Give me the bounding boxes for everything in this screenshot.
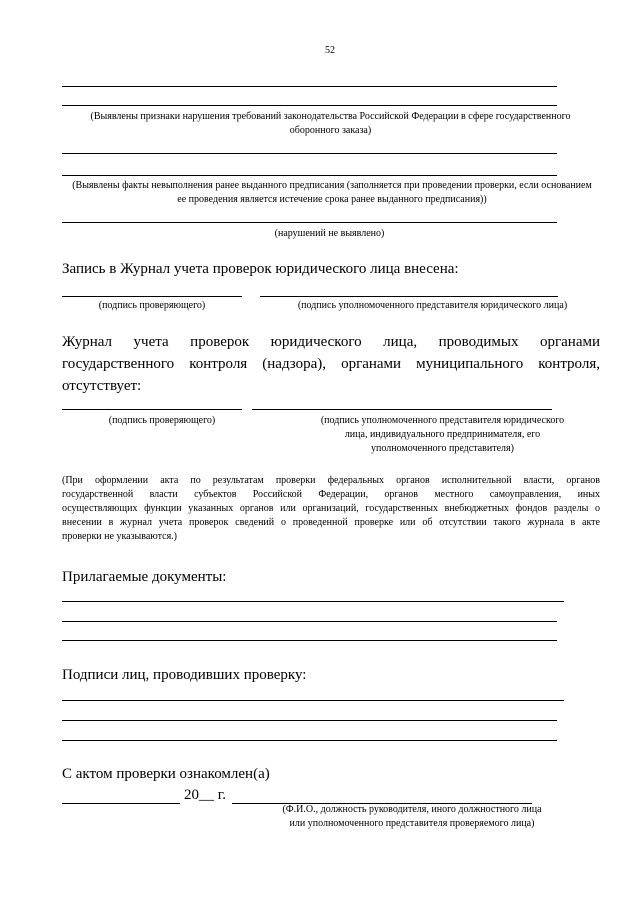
blank-line — [62, 740, 557, 741]
note-line: проверки не указываются.) — [62, 531, 177, 542]
journal-absent-line-3: отсутствует: — [62, 378, 142, 394]
signature-line — [252, 409, 552, 410]
note-paragraph — [62, 474, 600, 544]
blank-line — [62, 700, 564, 701]
blank-line — [62, 175, 557, 176]
blank-line — [62, 153, 557, 154]
page-number: 52 — [325, 45, 335, 56]
inspector-signature-caption-2: (подпись проверяющего) — [108, 415, 216, 426]
inspectors-signatures-heading: Подписи лиц, проводивших проверку: — [62, 667, 307, 683]
blank-line — [62, 105, 557, 106]
prescription-failure-caption: (Выявлены факты невыполнения ранее выданного предписания (заполняется при проведении проверки, если основанием ее проведения является истечение срока ранее выданного предписания)) — [72, 180, 592, 205]
date-year-text: 20__ г. — [184, 787, 226, 803]
journal-entry-heading: Запись в Журнал учета проверок юридического лица внесена: — [62, 261, 459, 277]
signature-line — [62, 296, 242, 297]
rep-signature-caption-2 — [285, 414, 600, 456]
signature-line — [260, 296, 558, 297]
no-violations-caption: (нарушений не выявлено) — [274, 228, 385, 239]
rep-caption-line: уполномоченного представителя) — [371, 443, 514, 454]
note-line: государственной власти субъектов Российской Федерации, органов местного самоуправления, иных — [62, 489, 600, 500]
acquainted-caption-line: или уполномоченного представителя проверяемого лица) — [289, 818, 535, 829]
date-line — [62, 803, 180, 804]
blank-line — [62, 222, 557, 223]
blank-line — [62, 601, 564, 602]
rep-caption-line: (подпись уполномоченного представителя юридического — [320, 415, 565, 426]
note-line: осуществляющих функции указанных органов или организаций, государственных внебюджетных фондов разделы о — [62, 503, 600, 514]
blank-line — [62, 640, 557, 641]
acquainted-caption-line: (Ф.И.О., должность руководителя, иного должностного лица — [282, 804, 542, 815]
acquainted-caption — [262, 803, 562, 831]
acquainted-heading: С актом проверки ознакомлен(а) — [62, 766, 270, 782]
inspector-signature-caption: (подпись проверяющего) — [98, 300, 206, 311]
attached-docs-heading: Прилагаемые документы: — [62, 569, 227, 585]
violations-found-caption: (Выявлены признаки нарушения требований законодательства Российской Федерации в сфере государственного оборонного заказа) — [90, 111, 571, 136]
note-line: внесении в журнал учета проверок сведений о проведенной проверке или об отсутствии такого журнала в акте — [62, 517, 600, 528]
blank-line — [62, 621, 557, 622]
rep-caption-line: лица, индивидуального предпринимателя, его — [344, 429, 541, 440]
journal-absent-line-2: государственного контроля (надзора), органами муниципального контроля, — [62, 356, 600, 372]
blank-line — [62, 720, 557, 721]
note-line: (При оформлении акта по результатам проверки федеральных органов исполнительной власти, органов — [62, 475, 600, 486]
blank-line — [62, 86, 557, 87]
signature-line — [62, 409, 242, 410]
journal-absent-line-1: Журнал учета проверок юридического лица, проводимых органами — [62, 334, 600, 350]
legal-rep-signature-caption: (подпись уполномоченного представителя юридического лица) — [297, 300, 568, 311]
